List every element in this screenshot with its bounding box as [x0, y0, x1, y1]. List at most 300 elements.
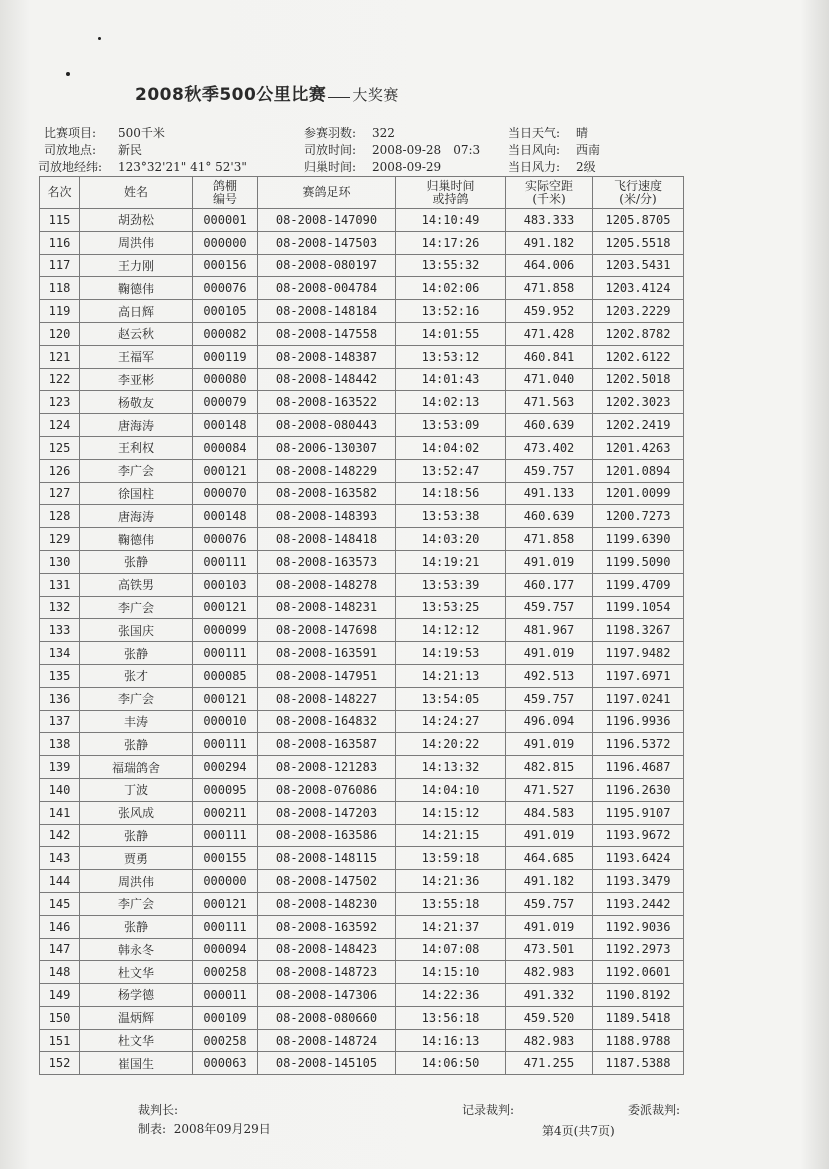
cell-name: 福瑞鸽舍 — [80, 756, 193, 779]
cell-rank: 145 — [40, 892, 80, 915]
cell-distance: 492.513 — [506, 664, 593, 687]
cell-loft: 000076 — [193, 277, 258, 300]
cell-rank: 127 — [40, 482, 80, 505]
cell-speed: 1202.2419 — [593, 414, 684, 437]
cell-name: 张静 — [80, 550, 193, 573]
cell-speed: 1192.9036 — [593, 915, 684, 938]
cell-rank: 121 — [40, 345, 80, 368]
footer-delegate: 委派裁判: — [628, 1103, 681, 1117]
cell-loft: 000294 — [193, 756, 258, 779]
cell-time: 14:19:53 — [396, 642, 506, 665]
cell-time: 14:17:26 — [396, 231, 506, 254]
table-row — [40, 642, 684, 665]
cell-speed: 1187.5388 — [593, 1052, 684, 1075]
cell-ring: 08-2008-163582 — [258, 482, 396, 505]
header-distance-line1: 实际空距 — [524, 178, 573, 193]
cell-ring: 08-2008-147306 — [258, 984, 396, 1007]
cell-distance: 491.019 — [506, 642, 593, 665]
cell-distance: 491.019 — [506, 550, 593, 573]
cell-distance: 491.182 — [506, 870, 593, 893]
cell-ring: 08-2008-121283 — [258, 756, 396, 779]
cell-ring: 08-2008-148387 — [258, 345, 396, 368]
cell-name: 高日辉 — [80, 300, 193, 323]
meta-weather-label: 当日天气: — [508, 126, 561, 140]
header-rank: 名次 — [40, 177, 80, 209]
table-row — [40, 368, 684, 391]
cell-rank: 135 — [40, 664, 80, 687]
cell-loft: 000111 — [193, 733, 258, 756]
table-row — [40, 391, 684, 414]
report-title — [135, 80, 399, 105]
table-row — [40, 505, 684, 528]
header-loft-line2: 编号 — [212, 191, 237, 206]
cell-time: 14:22:36 — [396, 984, 506, 1007]
cell-speed: 1197.9482 — [593, 642, 684, 665]
cell-loft: 000010 — [193, 710, 258, 733]
footer-made-date: 2008年09月29日 — [173, 1122, 271, 1136]
cell-loft: 000155 — [193, 847, 258, 870]
cell-rank: 139 — [40, 756, 80, 779]
cell-ring: 08-2008-147951 — [258, 664, 396, 687]
cell-loft: 000080 — [193, 368, 258, 391]
cell-rank: 125 — [40, 436, 80, 459]
cell-loft: 000111 — [193, 824, 258, 847]
cell-loft: 000258 — [193, 961, 258, 984]
cell-ring: 08-2008-080197 — [258, 254, 396, 277]
header-loft — [193, 177, 258, 209]
results-table — [39, 176, 684, 1075]
footer-page-info: 第4页(共7页) — [542, 1124, 615, 1138]
cell-name: 李亚彬 — [80, 368, 193, 391]
cell-name: 高铁男 — [80, 573, 193, 596]
cell-time: 13:55:32 — [396, 254, 506, 277]
cell-distance: 460.177 — [506, 573, 593, 596]
cell-ring: 08-2008-148229 — [258, 459, 396, 482]
cell-time: 14:06:50 — [396, 1052, 506, 1075]
header-speed — [593, 177, 684, 209]
cell-rank: 150 — [40, 1006, 80, 1029]
table-row — [40, 596, 684, 619]
cell-ring: 08-2008-148184 — [258, 300, 396, 323]
table-row — [40, 710, 684, 733]
cell-time: 14:02:13 — [396, 391, 506, 414]
cell-rank: 138 — [40, 733, 80, 756]
cell-speed: 1192.2973 — [593, 938, 684, 961]
cell-rank: 128 — [40, 505, 80, 528]
cell-name: 张才 — [80, 664, 193, 687]
cell-time: 14:16:13 — [396, 1029, 506, 1052]
cell-distance: 459.757 — [506, 459, 593, 482]
cell-speed: 1201.0099 — [593, 482, 684, 505]
cell-name: 李广会 — [80, 459, 193, 482]
meta-weather — [508, 124, 588, 141]
meta-count-value: 322 — [372, 126, 395, 140]
cell-distance: 496.094 — [506, 710, 593, 733]
meta-return-time — [304, 158, 441, 175]
cell-time: 13:53:38 — [396, 505, 506, 528]
cell-distance: 482.983 — [506, 961, 593, 984]
table-row — [40, 550, 684, 573]
cell-speed: 1205.5518 — [593, 231, 684, 254]
cell-rank: 146 — [40, 915, 80, 938]
meta-return-time-value: 2008-09-29 — [372, 160, 442, 174]
cell-loft: 000011 — [193, 984, 258, 1007]
cell-rank: 117 — [40, 254, 80, 277]
cell-time: 13:53:25 — [396, 596, 506, 619]
cell-speed: 1200.7273 — [593, 505, 684, 528]
title-suffix: 大奖赛 — [352, 86, 399, 104]
cell-ring: 08-2008-148724 — [258, 1029, 396, 1052]
speck-mark — [66, 72, 70, 76]
cell-speed: 1199.6390 — [593, 528, 684, 551]
cell-ring: 08-2008-148418 — [258, 528, 396, 551]
cell-speed: 1193.9672 — [593, 824, 684, 847]
cell-distance: 471.255 — [506, 1052, 593, 1075]
cell-name: 崔国生 — [80, 1052, 193, 1075]
cell-speed: 1189.5418 — [593, 1006, 684, 1029]
cell-distance: 460.639 — [506, 414, 593, 437]
cell-distance: 459.757 — [506, 687, 593, 710]
table-row — [40, 619, 684, 642]
cell-loft: 000111 — [193, 550, 258, 573]
cell-rank: 132 — [40, 596, 80, 619]
speck-mark — [98, 37, 101, 40]
cell-distance: 471.040 — [506, 368, 593, 391]
meta-weather-value: 晴 — [576, 126, 589, 140]
cell-time: 13:53:39 — [396, 573, 506, 596]
table-row — [40, 459, 684, 482]
cell-distance: 459.952 — [506, 300, 593, 323]
cell-ring: 08-2008-164832 — [258, 710, 396, 733]
cell-speed: 1197.0241 — [593, 687, 684, 710]
cell-distance: 473.501 — [506, 938, 593, 961]
cell-speed: 1203.5431 — [593, 254, 684, 277]
meta-coords-label: 司放地经纬: — [38, 160, 103, 174]
cell-distance: 491.019 — [506, 824, 593, 847]
cell-loft: 000099 — [193, 619, 258, 642]
cell-ring: 08-2008-080443 — [258, 414, 396, 437]
cell-rank: 152 — [40, 1052, 80, 1075]
cell-speed: 1195.9107 — [593, 801, 684, 824]
cell-time: 13:52:16 — [396, 300, 506, 323]
cell-distance: 471.858 — [506, 528, 593, 551]
cell-speed: 1199.1054 — [593, 596, 684, 619]
cell-time: 14:01:43 — [396, 368, 506, 391]
cell-time: 14:01:55 — [396, 322, 506, 345]
table-row — [40, 756, 684, 779]
cell-distance: 473.402 — [506, 436, 593, 459]
cell-ring: 08-2008-147503 — [258, 231, 396, 254]
header-name: 姓名 — [80, 177, 193, 209]
cell-time: 13:53:12 — [396, 345, 506, 368]
meta-wind-force-label: 当日风力: — [508, 160, 561, 174]
cell-loft: 000063 — [193, 1052, 258, 1075]
cell-name: 王福军 — [80, 345, 193, 368]
header-distance-line2: (千米) — [532, 191, 566, 206]
cell-speed: 1199.5090 — [593, 550, 684, 573]
cell-rank: 149 — [40, 984, 80, 1007]
cell-name: 鞠德伟 — [80, 528, 193, 551]
table-row — [40, 528, 684, 551]
cell-time: 14:12:12 — [396, 619, 506, 642]
cell-speed: 1203.4124 — [593, 277, 684, 300]
cell-distance: 459.520 — [506, 1006, 593, 1029]
cell-speed: 1202.6122 — [593, 345, 684, 368]
cell-loft: 000103 — [193, 573, 258, 596]
cell-speed: 1190.8192 — [593, 984, 684, 1007]
cell-name: 李广会 — [80, 596, 193, 619]
table-row — [40, 824, 684, 847]
table-row — [40, 733, 684, 756]
cell-time: 14:21:15 — [396, 824, 506, 847]
cell-time: 14:20:22 — [396, 733, 506, 756]
cell-time: 14:21:13 — [396, 664, 506, 687]
cell-ring: 08-2008-147090 — [258, 209, 396, 232]
table-row — [40, 573, 684, 596]
table-row — [40, 436, 684, 459]
header-speed-line1: 飞行速度 — [613, 178, 662, 193]
header-speed-line2: (米/分) — [619, 191, 657, 206]
cell-time: 14:15:10 — [396, 961, 506, 984]
cell-time: 14:10:49 — [396, 209, 506, 232]
cell-time: 13:59:18 — [396, 847, 506, 870]
header-time — [396, 177, 506, 209]
cell-rank: 115 — [40, 209, 80, 232]
cell-rank: 148 — [40, 961, 80, 984]
cell-loft: 000121 — [193, 459, 258, 482]
cell-distance: 482.983 — [506, 1029, 593, 1052]
cell-ring: 08-2008-163592 — [258, 915, 396, 938]
cell-ring: 08-2008-080660 — [258, 1006, 396, 1029]
cell-rank: 119 — [40, 300, 80, 323]
cell-time: 14:07:08 — [396, 938, 506, 961]
table-row — [40, 1052, 684, 1075]
cell-time: 13:53:09 — [396, 414, 506, 437]
cell-loft: 000000 — [193, 870, 258, 893]
cell-loft: 000258 — [193, 1029, 258, 1052]
cell-rank: 130 — [40, 550, 80, 573]
meta-release-place — [44, 141, 142, 158]
cell-distance: 491.019 — [506, 733, 593, 756]
cell-rank: 122 — [40, 368, 80, 391]
header-distance — [506, 177, 593, 209]
table-row — [40, 322, 684, 345]
cell-name: 张国庆 — [80, 619, 193, 642]
cell-distance: 471.858 — [506, 277, 593, 300]
cell-distance: 482.815 — [506, 756, 593, 779]
table-header-row — [40, 177, 684, 209]
table-row — [40, 231, 684, 254]
cell-speed: 1192.0601 — [593, 961, 684, 984]
cell-time: 14:03:20 — [396, 528, 506, 551]
cell-name: 王利权 — [80, 436, 193, 459]
cell-time: 14:13:32 — [396, 756, 506, 779]
cell-name: 丰涛 — [80, 710, 193, 733]
cell-loft: 000070 — [193, 482, 258, 505]
footer-recorder: 记录裁判: — [462, 1103, 515, 1117]
meta-return-time-label: 归巢时间: — [304, 160, 357, 174]
cell-ring: 08-2008-163587 — [258, 733, 396, 756]
cell-loft: 000119 — [193, 345, 258, 368]
cell-name: 张静 — [80, 733, 193, 756]
cell-loft: 000111 — [193, 915, 258, 938]
cell-speed: 1202.8782 — [593, 322, 684, 345]
cell-time: 13:52:47 — [396, 459, 506, 482]
cell-loft: 000105 — [193, 300, 258, 323]
cell-distance: 459.757 — [506, 892, 593, 915]
cell-speed: 1196.5372 — [593, 733, 684, 756]
cell-speed: 1202.5018 — [593, 368, 684, 391]
cell-distance: 471.428 — [506, 322, 593, 345]
cell-name: 丁波 — [80, 778, 193, 801]
cell-rank: 136 — [40, 687, 80, 710]
cell-name: 韩永冬 — [80, 938, 193, 961]
meta-event-value: 500千米 — [118, 126, 165, 140]
cell-distance: 459.757 — [506, 596, 593, 619]
meta-event-label: 比赛项目: — [44, 126, 97, 140]
cell-ring: 08-2008-148278 — [258, 573, 396, 596]
cell-ring: 08-2008-163591 — [258, 642, 396, 665]
cell-loft: 000111 — [193, 642, 258, 665]
meta-release-place-value: 新民 — [118, 143, 143, 157]
table-row — [40, 892, 684, 915]
cell-speed: 1193.6424 — [593, 847, 684, 870]
header-time-line1: 归巢时间 — [426, 178, 475, 193]
cell-loft: 000121 — [193, 687, 258, 710]
cell-rank: 140 — [40, 778, 80, 801]
cell-name: 李广会 — [80, 687, 193, 710]
header-time-line2: 或持鸽 — [432, 191, 469, 206]
cell-ring: 08-2008-147558 — [258, 322, 396, 345]
cell-speed: 1196.4687 — [593, 756, 684, 779]
table-row — [40, 938, 684, 961]
cell-time: 13:55:18 — [396, 892, 506, 915]
table-row — [40, 254, 684, 277]
meta-release-time — [304, 141, 480, 158]
cell-rank: 129 — [40, 528, 80, 551]
cell-rank: 143 — [40, 847, 80, 870]
cell-name: 杜文华 — [80, 961, 193, 984]
table-row — [40, 915, 684, 938]
cell-name: 杨敬友 — [80, 391, 193, 414]
title-main: 2008秋季500公里比赛 — [135, 85, 327, 105]
cell-ring: 08-2008-163586 — [258, 824, 396, 847]
cell-speed: 1196.2630 — [593, 778, 684, 801]
table-row — [40, 847, 684, 870]
cell-loft: 000082 — [193, 322, 258, 345]
cell-rank: 141 — [40, 801, 80, 824]
meta-count-label: 参赛羽数: — [304, 126, 357, 140]
cell-speed: 1203.2229 — [593, 300, 684, 323]
cell-distance: 483.333 — [506, 209, 593, 232]
cell-speed: 1196.9936 — [593, 710, 684, 733]
cell-loft: 000121 — [193, 892, 258, 915]
meta-wind-dir-label: 当日风向: — [508, 143, 561, 157]
cell-ring: 08-2008-147502 — [258, 870, 396, 893]
cell-distance: 481.967 — [506, 619, 593, 642]
cell-distance: 484.583 — [506, 801, 593, 824]
cell-ring: 08-2008-145105 — [258, 1052, 396, 1075]
cell-distance: 464.685 — [506, 847, 593, 870]
cell-name: 温炳辉 — [80, 1006, 193, 1029]
cell-ring: 08-2006-130307 — [258, 436, 396, 459]
cell-time: 14:18:56 — [396, 482, 506, 505]
cell-speed: 1201.0894 — [593, 459, 684, 482]
cell-loft: 000000 — [193, 231, 258, 254]
title-blank-line — [328, 96, 350, 98]
cell-ring: 08-2008-148393 — [258, 505, 396, 528]
cell-name: 杨学德 — [80, 984, 193, 1007]
cell-time: 14:19:21 — [396, 550, 506, 573]
cell-name: 赵云秋 — [80, 322, 193, 345]
cell-loft: 000148 — [193, 414, 258, 437]
cell-loft: 000076 — [193, 528, 258, 551]
footer-judge: 裁判长: — [138, 1103, 179, 1117]
meta-wind-force — [508, 158, 596, 175]
cell-loft: 000148 — [193, 505, 258, 528]
cell-ring: 08-2008-004784 — [258, 277, 396, 300]
table-row — [40, 961, 684, 984]
cell-speed: 1193.3479 — [593, 870, 684, 893]
cell-loft: 000156 — [193, 254, 258, 277]
cell-name: 胡劲松 — [80, 209, 193, 232]
cell-distance: 471.563 — [506, 391, 593, 414]
cell-time: 14:02:06 — [396, 277, 506, 300]
cell-name: 周洪伟 — [80, 870, 193, 893]
cell-name: 张风成 — [80, 801, 193, 824]
cell-rank: 120 — [40, 322, 80, 345]
cell-ring: 08-2008-148231 — [258, 596, 396, 619]
cell-name: 唐海涛 — [80, 505, 193, 528]
cell-time: 14:21:37 — [396, 915, 506, 938]
meta-wind-dir-value: 西南 — [576, 143, 601, 157]
cell-rank: 131 — [40, 573, 80, 596]
cell-name: 王力刚 — [80, 254, 193, 277]
cell-rank: 118 — [40, 277, 80, 300]
cell-name: 鞠德伟 — [80, 277, 193, 300]
cell-loft: 000001 — [193, 209, 258, 232]
table-row — [40, 778, 684, 801]
table-row — [40, 414, 684, 437]
cell-name: 张静 — [80, 824, 193, 847]
meta-coords — [38, 158, 247, 175]
cell-rank: 151 — [40, 1029, 80, 1052]
cell-loft: 000085 — [193, 664, 258, 687]
table-row — [40, 664, 684, 687]
cell-distance: 460.841 — [506, 345, 593, 368]
cell-rank: 134 — [40, 642, 80, 665]
cell-distance: 491.182 — [506, 231, 593, 254]
table-row — [40, 1006, 684, 1029]
results-body — [40, 209, 684, 1075]
cell-name: 李广会 — [80, 892, 193, 915]
cell-ring: 08-2008-148442 — [258, 368, 396, 391]
cell-speed: 1202.3023 — [593, 391, 684, 414]
cell-speed: 1193.2442 — [593, 892, 684, 915]
footer-made — [138, 1120, 271, 1137]
cell-rank: 133 — [40, 619, 80, 642]
cell-rank: 126 — [40, 459, 80, 482]
header-ring: 赛鸽足环 — [258, 177, 396, 209]
cell-loft: 000095 — [193, 778, 258, 801]
cell-rank: 144 — [40, 870, 80, 893]
table-row — [40, 345, 684, 368]
cell-ring: 08-2008-076086 — [258, 778, 396, 801]
cell-loft: 000094 — [193, 938, 258, 961]
table-row — [40, 801, 684, 824]
cell-name: 周洪伟 — [80, 231, 193, 254]
cell-distance: 460.639 — [506, 505, 593, 528]
